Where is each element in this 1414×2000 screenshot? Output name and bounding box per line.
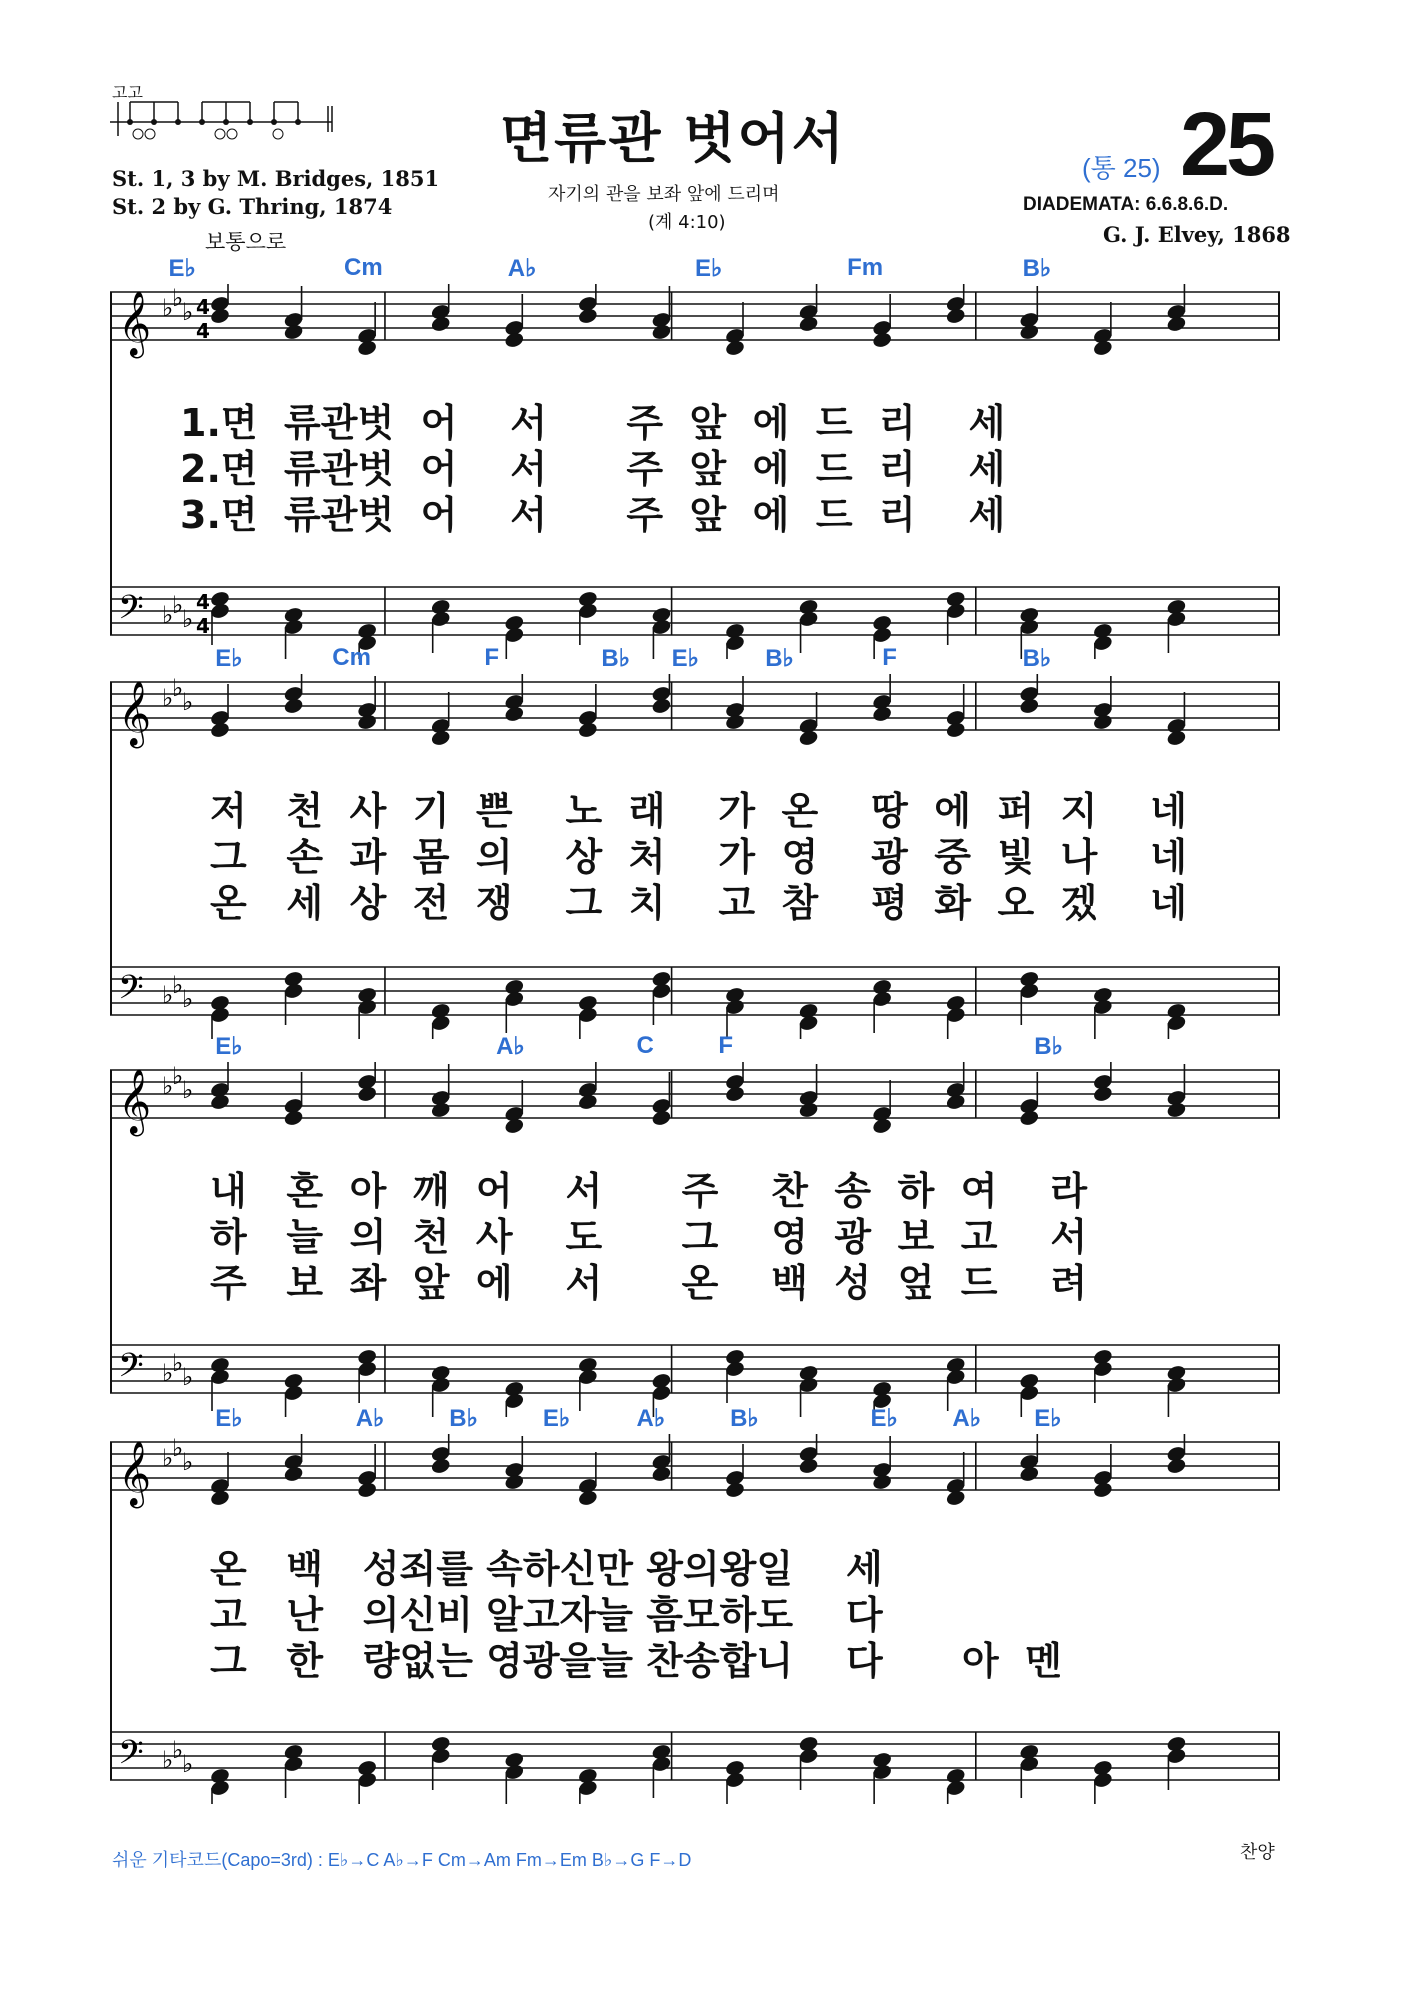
chord-symbol: A♭ [355,1405,385,1432]
svg-text:𝄞: 𝄞 [118,291,152,356]
chord-symbol: E♭ [870,1405,898,1432]
chord-symbol: C [636,1032,654,1059]
chord-symbol: E♭ [542,1405,571,1432]
chord-symbol: F [882,644,897,671]
svg-text:♭: ♭ [162,1746,174,1774]
credit-line-2: St. 2 by G. Thring, 1874 [112,194,393,219]
svg-text:♭: ♭ [162,294,174,322]
chord-symbol: E♭ [671,645,699,672]
treble-staff [110,1062,1280,1142]
svg-text:4: 4 [196,614,210,638]
lyric-line: 그 손 과 몸 의 상 처 가 영 광 중 빛 나 네 [210,835,1187,879]
lyric-line: 그 한 량없는 영광을늘 찬송합니 다 아 멘 [210,1639,1062,1683]
svg-text:♭: ♭ [172,674,184,702]
svg-text:♭: ♭ [182,985,194,1013]
credit-line-1: St. 1, 3 by M. Bridges, 1851 [112,166,440,191]
svg-text:♭: ♭ [182,1448,194,1476]
lyric-line: 1.면 류관벗 어 서 주 앞 에 드 리 세 [180,401,1006,445]
chord-symbol: A♭ [507,255,537,282]
tempo-marking: 보통으로 [205,230,287,254]
lyric-line: 주 보 좌 앞 에 서 온 백 성 엎 드 려 [210,1261,1088,1305]
chord-symbol: B♭ [730,1405,759,1432]
chord-symbol: E♭ [695,255,723,282]
bass-staff [110,1724,1280,1804]
svg-text:♭: ♭ [172,1349,184,1377]
bass-staff [110,959,1280,1039]
lyric-line: 고 난 의신비 알고자늘 흠모하도 다 [210,1593,883,1637]
svg-text:4: 4 [196,319,210,343]
svg-text:𝄞: 𝄞 [118,1069,152,1134]
svg-text:𝄞: 𝄞 [118,681,152,746]
lyric-line: 저 천 사 기 쁜 노 래 가 온 땅 에 퍼 지 네 [210,789,1187,833]
rhythm-label: 고고 [112,83,143,102]
chord-symbol: Fm [847,254,884,281]
chord-symbol: E♭ [215,1033,243,1060]
chord-symbol: E♭ [215,645,243,672]
treble-staff [110,1434,1280,1514]
svg-text:𝄢: 𝄢 [118,969,144,1015]
svg-text:♭: ♭ [182,688,194,716]
svg-text:♭: ♭ [162,981,174,1009]
svg-text:♭: ♭ [182,298,194,326]
chord-symbol: E♭ [168,255,196,282]
svg-text:4: 4 [196,590,210,614]
tune-name: DIADEMATA: 6.6.8.6.D. [1023,194,1229,215]
svg-text:♭: ♭ [172,1736,184,1764]
svg-text:♭: ♭ [182,1076,194,1104]
lyric-line: 2.면 류관벗 어 서 주 앞 에 드 리 세 [180,447,1006,491]
svg-text:♭: ♭ [172,1062,184,1090]
lyric-line: 3.면 류관벗 어 서 주 앞 에 드 리 세 [180,493,1006,537]
svg-text:♭: ♭ [182,1750,194,1778]
svg-text:♭: ♭ [162,1359,174,1387]
page-title: 면류관 벗어서 [500,107,846,170]
svg-text:♭: ♭ [172,591,184,619]
svg-text:𝄢: 𝄢 [118,1734,144,1780]
system-bracket [110,1070,112,1393]
chord-symbol: E♭ [1034,1405,1062,1432]
rhythm-pattern-icon [110,96,335,142]
lyric-line: 온 세 상 전 쟁 그 치 고 참 평 화 오 겠 네 [210,881,1187,925]
subtitle: 자기의 관을 보좌 앞에 드리며 [548,184,780,205]
svg-text:♭: ♭ [182,605,194,633]
svg-text:♭: ♭ [162,601,174,629]
chord-symbol: B♭ [1022,645,1052,672]
system-bracket [110,1442,112,1780]
chord-symbol: A♭ [496,1033,525,1060]
chord-symbol: Cm [344,254,383,281]
chord-symbol: B♭ [449,1405,478,1432]
svg-text:4: 4 [196,295,210,319]
svg-text:𝄢: 𝄢 [118,589,144,635]
lyric-line: 하 늘 의 천 사 도 그 영 광 보 고 서 [210,1215,1088,1259]
guitar-chord-guide: 쉬운 기타코드(Capo=3rd) : E♭→C A♭→F Cm→Am Fm→Em B♭→G F→D [112,1850,692,1870]
chord-symbol: Cm [332,644,371,671]
hymn-number: 25 [1180,95,1273,195]
svg-text:♭: ♭ [172,1434,184,1462]
svg-text:𝄞: 𝄞 [118,1441,152,1506]
svg-text:♭: ♭ [162,684,174,712]
system-bracket [110,292,112,635]
bass-staff [110,1337,1280,1417]
svg-text:♭: ♭ [162,1072,174,1100]
chord-symbol: B♭ [601,645,631,672]
svg-text:♭: ♭ [172,284,184,312]
chord-symbol: B♭ [1022,255,1052,282]
treble-staff [110,284,1280,364]
category-label: 찬양 [1240,1842,1275,1863]
system-bracket [110,682,112,1015]
chord-symbol: B♭ [1034,1033,1063,1060]
old-hymn-number: (통 25) [1082,153,1161,183]
svg-text:♭: ♭ [172,971,184,999]
chord-symbol: F [718,1032,734,1059]
treble-staff [110,674,1280,754]
svg-text:♭: ♭ [162,1444,174,1472]
svg-text:♭: ♭ [182,1363,194,1391]
svg-text:𝄢: 𝄢 [118,1347,144,1393]
chord-symbol: A♭ [636,1405,666,1432]
chord-symbol: B♭ [765,645,794,672]
scripture-reference: (계 4:10) [648,212,726,233]
chord-symbol: E♭ [215,1405,243,1432]
chord-symbol: A♭ [952,1405,982,1432]
lyric-line: 내 혼 아 깨 어 서 주 찬 송 하 여 라 [210,1169,1088,1213]
lyric-line: 온 백 성죄를 속하신만 왕의왕일 세 [210,1547,883,1591]
chord-symbol: F [484,644,500,671]
composer-credit: G. J. Elvey, 1868 [1103,222,1291,247]
